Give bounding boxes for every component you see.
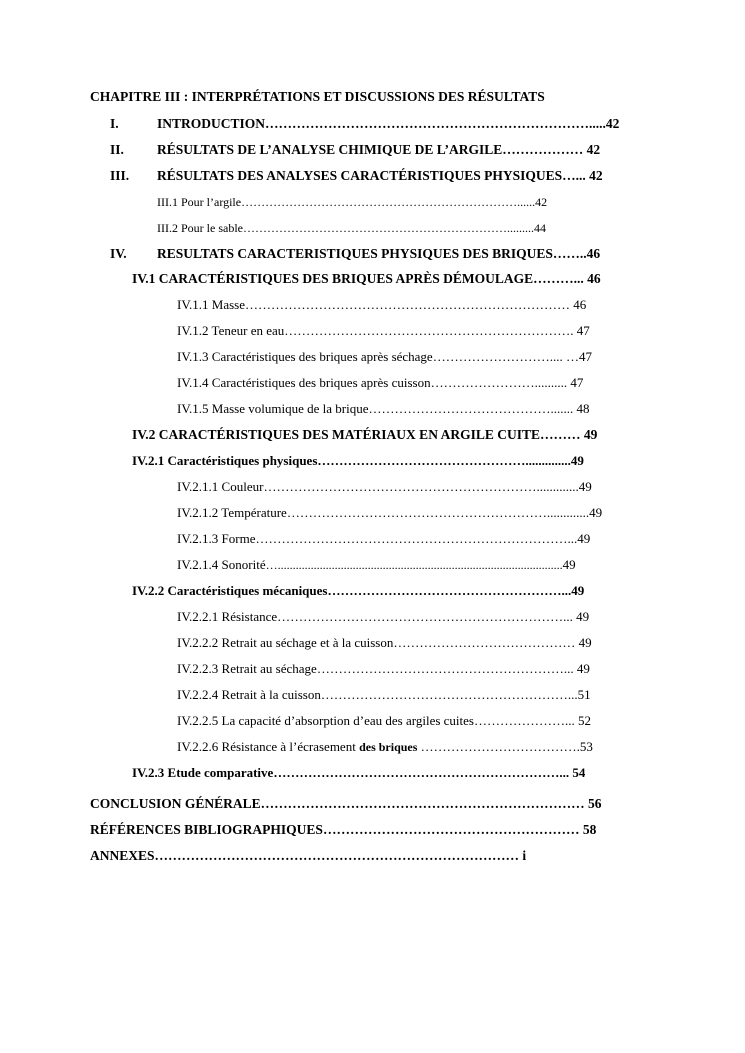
toc-entry-iv214[interactable]: IV.2.1.4 Sonorité…...............................................................................................49 — [177, 557, 576, 572]
toc-entry-iv213[interactable]: IV.2.1.3 Forme………………………………………………………………...49 — [177, 531, 591, 546]
toc-entry-bricks-results[interactable]: IV. RESULTATS CARACTERISTIQUES PHYSIQUES DES BRIQUES……..46 — [110, 246, 601, 261]
toc-entry-iv224[interactable]: IV.2.2.4 Retrait à la cuisson…………………………………………………...51 — [177, 687, 591, 702]
toc-entry-iv21[interactable]: IV.2.1 Caractéristiques physiques…………………………………………..............49 — [132, 453, 584, 468]
toc-entry-iv225[interactable]: IV.2.2.5 La capacité d’absorption d’eau des argiles cuites…………………... 52 — [177, 713, 591, 728]
toc-entry-iv23[interactable]: IV.2.3 Etude comparative…………………………………………………………... 54 — [132, 765, 586, 780]
toc-entry-iv222[interactable]: IV.2.2.2 Retrait au séchage et à la cuisson…………………………………… 49 — [177, 635, 592, 650]
toc-entry-introduction[interactable]: I. INTRODUCTION……………………………………………………………….....42 — [110, 116, 620, 131]
toc-entry-iv22[interactable]: IV.2.2 Caractéristiques mécaniques………………………………………………...49 — [132, 583, 585, 598]
toc-entry-iv211[interactable]: IV.2.1.1 Couleur……………………………………………………….............49 — [177, 479, 592, 494]
toc-entry-iv13[interactable]: IV.1.3 Caractéristiques des briques après séchage……………………….... …47 — [177, 349, 592, 364]
toc-entry-chemical-analysis[interactable]: II. RÉSULTATS DE L’ANALYSE CHIMIQUE DE L’ARGILE……………… 42 — [110, 142, 601, 157]
toc-entry-iv226[interactable]: IV.2.2.6 Résistance à l’écrasement des briques ……………………………….53 — [177, 739, 593, 754]
toc-entry-iv12[interactable]: IV.1.2 Teneur en eau…………………………………………………………. 47 — [177, 323, 590, 338]
toc-entry-iv2[interactable]: IV.2 CARACTÉRISTIQUES DES MATÉRIAUX EN ARGILE CUITE……… 49 — [132, 427, 598, 442]
toc-entry-physical-analysis[interactable]: III. RÉSULTATS DES ANALYSES CARACTÉRISTIQUES PHYSIQUES…... 42 — [110, 168, 603, 183]
toc-entry-references[interactable]: RÉFÉRENCES BIBLIOGRAPHIQUES………………………………………………… 58 — [90, 822, 597, 837]
toc-entry-sable[interactable]: III.2 Pour le sable………………………………………………………….........44 — [157, 221, 546, 235]
toc-entry-iv15[interactable]: IV.1.5 Masse volumique de la brique……………………………………....... 48 — [177, 401, 590, 416]
toc-entry-argile[interactable]: III.1 Pour l’argile……………………………………………………………......42 — [157, 195, 548, 209]
toc-entry-iv212[interactable]: IV.2.1.2 Température…………………………………………………….............49 — [177, 505, 603, 520]
toc-entry-iv11[interactable]: IV.1.1 Masse………………………………………………………………… 46 — [177, 297, 587, 312]
toc-entry-iv223[interactable]: IV.2.2.3 Retrait au séchage…………………………………………………... 49 — [177, 661, 590, 676]
toc-entry-iv221[interactable]: IV.2.2.1 Résistance…………………………………………………………... 49 — [177, 609, 590, 624]
toc-chapter-heading: CHAPITRE III : INTERPRÉTATIONS ET DISCUSSIONS DES RÉSULTATS — [90, 89, 545, 104]
toc-entry-iv14[interactable]: IV.1.4 Caractéristiques des briques après cuisson…………………….......... 47 — [177, 375, 584, 390]
toc-entry-iv1[interactable]: IV.1 CARACTÉRISTIQUES DES BRIQUES APRÈS DÉMOULAGE………... 46 — [132, 271, 601, 286]
toc-entry-annexes[interactable]: ANNEXES……………………………………………………………………… i — [90, 848, 527, 863]
toc-entry-conclusion[interactable]: CONCLUSION GÉNÉRALE……………………………………………………………… 56 — [90, 796, 602, 811]
